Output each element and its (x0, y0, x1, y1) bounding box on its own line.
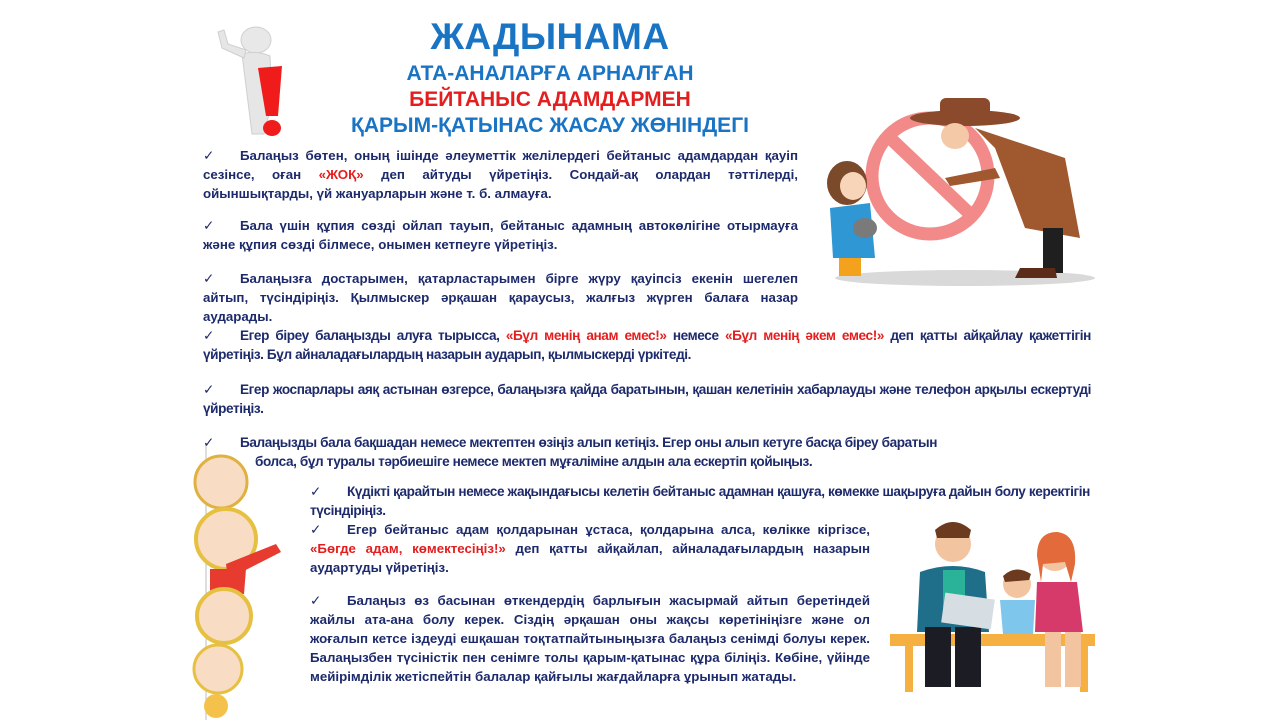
check-icon: ✓ (310, 522, 322, 537)
subtitle-line-3: ҚАРЫМ-ҚАТЫНАС ЖАСАУ ЖӨНІНДЕГІ (351, 114, 749, 137)
check-icon: ✓ (203, 148, 215, 163)
stranger-danger-illustration (815, 88, 1105, 288)
check-icon: ✓ (203, 435, 214, 450)
highlight-no: «ЖОҚ» (318, 167, 364, 182)
tip-9: ✓ Балаңыз өз басынан өткендердің барлығын жасырмай айтып беретіндей жайлы ата-ана болу керек. Сіздің әрқашан оны жақсы көретініңізге және ол жоғалып кетсе іздеуді ешқашан тоқтатпайтыныңызға балаңыз сенімді болуы керек. Балаңызбен түсіністік пен сенімге толы қарым-қатынас құра біліңіз. Көбіне, үйінде мейірімділік жетіспейтін балалар қайғылы жағдайларға ұрынып жатады. (310, 593, 870, 684)
tip-3: ✓ Балаңызға достарымен, қатарластарымен бірге жүру қауіпсіз екенін шегелеп айтып, түсіндіріңіз. Қылмыскер әрқашан қараусыз, жалғыз жүрген балаға назар аударады. (203, 271, 798, 324)
check-icon: ✓ (203, 382, 214, 397)
check-icon: ✓ (203, 328, 214, 343)
tip-7: ✓ Күдікті қарайтын немесе жақындағысы келетін бейтаныс адамнан қашуға, көмекке шақыруға дайын болу керектігін түсіндіріңіз. (310, 484, 1090, 518)
check-icon: ✓ (203, 271, 215, 286)
highlight-not-my-father: «Бұл менің әкем емес!» (724, 328, 884, 343)
check-icon: ✓ (310, 484, 321, 499)
tip-2: ✓ Бала үшін құпия сөзді ойлап тауып, бейтаныс адамның автокөлігіне отырмауға және құпия сөзді білмесе, онымен кетпеуге үйретіңіз. (203, 218, 798, 252)
family-on-bench-illustration (885, 512, 1100, 702)
tip-1: ✓ Балаңыз бөтен, оның ішінде әлеуметтік желілердегі бейтаныс адамдардан қауіп сезінсе, оған «ЖОҚ» деп айтуды үйретіңіз. Сондай-ақ олардан тәттілерді, ойыншықтарды, үй жануарларын және т. б. алмауға. (203, 148, 798, 201)
peeking-children-illustration (166, 444, 296, 720)
subtitle-line-1: АТА-АНАЛАРҒА АРНАЛҒАН (406, 62, 694, 85)
highlight-stranger-help: «Бөгде адам, көмектесіңіз!» (310, 541, 506, 556)
page-title: ЖАДЫНАМА (430, 16, 670, 57)
tip-4: ✓ Егер біреу балаңызды алуға тырысса, «Бұл менің анам емес!» немесе «Бұл менің әкем емес!» деп қатты айқайлау қажеттігін үйретіңіз. Бұл айналадағылардың назарын аударып, қылмыскерді үркітеді. (203, 328, 1091, 362)
check-icon: ✓ (203, 218, 215, 233)
highlight-not-my-mother: «Бұл менің анам емес!» (505, 328, 667, 343)
tip-5: ✓ Егер жоспарлары аяқ астынан өзгерсе, балаңызға қайда баратынын, қашан келетінін хабарлауды және телефон арқылы ескертуді үйретіңіз. (203, 382, 1091, 416)
tip-6: ✓ Балаңызды бала бақшадан немесе мектептен өзіңіз алып кетіңіз. Егер оны алып кетуге басқа біреу баратын болса, бұл туралы тәрбиешіге немесе мектеп мұғаліміне алдын ала ескертіп қойыңыз. (203, 435, 938, 469)
tip-8: ✓ Егер бейтаныс адам қолдарынан ұстаса, қолдарына алса, көлікке кіргізсе, «Бөгде адам, көмектесіңіз!» деп қатты айқайлап, айналадағылардың назарын аудартуды үйретіңіз. (310, 522, 870, 575)
subtitle-line-2: БЕЙТАНЫС АДАМДАРМЕН (409, 88, 691, 111)
check-icon: ✓ (310, 593, 322, 608)
